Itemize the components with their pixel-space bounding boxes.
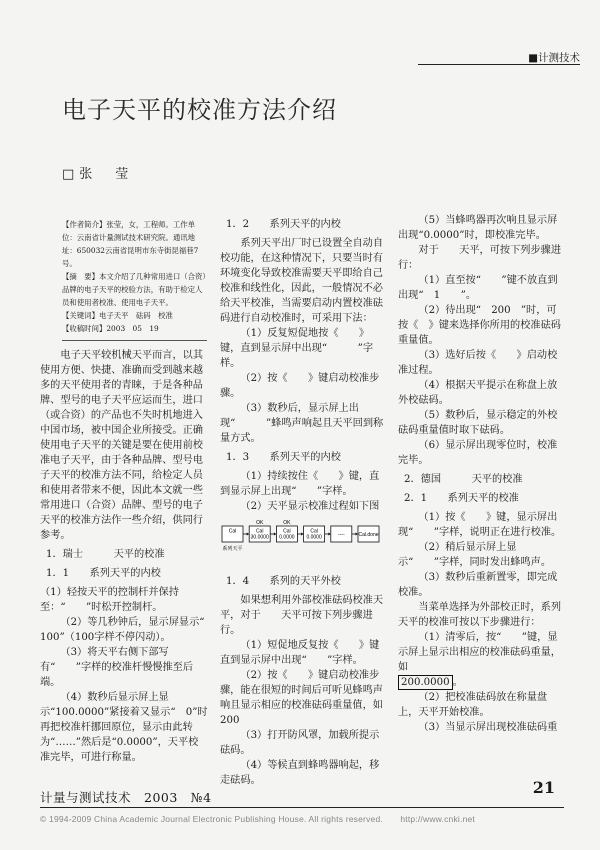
footer-rule: [40, 807, 564, 808]
boxed-suffix: 。: [452, 677, 463, 688]
body-paragraph: （3）将天平右侧下部写有“ ”字样的校准杆慢慢推至后端。: [40, 647, 194, 688]
body-paragraph: （5）数秒后，显示稳定的外校砝码重量值时取下砝码。: [398, 410, 558, 436]
meta-line: 【作者简介】张莹，女，工程师。工作单位：云南省计量测试技术研究院。通讯地址：650032云南省昆明市东寺街昆福巷7号。: [62, 220, 199, 268]
meta-line: 【摘 要】本文介绍了几种常用进口（合资）品牌的电子天平的校验方法，有助于检定人员和使用者校准、使用电子天平。: [62, 272, 207, 307]
diagram-box-label: Cal: [283, 528, 291, 535]
body-paragraph: （5）当蜂鸣器再次响且显示屏出现“0.0000”时，即校准完毕。: [398, 215, 558, 241]
section-heading: 2．德国 天平的校准: [404, 474, 523, 485]
body-paragraph: （2）稍后显示屏上显示“ ”字样，同时发出蜂鸣声。: [398, 542, 552, 568]
section-heading: 1．1 系列天平的内校: [46, 568, 161, 579]
diagram-box-value: 0.0000: [306, 534, 322, 541]
diagram-tag: OK: [256, 520, 264, 526]
section-heading: 1．4 系列的天平外校: [226, 576, 341, 587]
journal-footer: 计量与测试技术 2003 №4: [40, 790, 212, 805]
diagram-box-label: Cal: [310, 528, 318, 535]
body-paragraph: （4）根据天平提示在称盘上放外校砝码。: [398, 380, 558, 406]
meta-divider: [62, 340, 207, 341]
diagram-box-label: Cal: [255, 528, 264, 535]
diagram-box-value: ----: [337, 532, 345, 538]
body-paragraph: （1）反复短促地按《 》键，直到显示屏中出现“ ”字样。: [220, 328, 374, 369]
boxed-value: 200.0000: [398, 675, 453, 690]
column-1: [40, 348, 215, 765]
diagram-under-label: 系列天平: [222, 546, 243, 552]
diagram-tag: OK: [283, 520, 291, 526]
body-paragraph: （3）打开防风罩，加载所提示砝码。: [220, 730, 380, 756]
column-3: [398, 213, 564, 735]
body-paragraph: （2）等几秒钟后，显示屏显示“ 100”（100字样不停闪动）。: [40, 617, 215, 643]
article-meta: [62, 218, 207, 335]
body-paragraph: （3）数秒后，显示屏上出现“ ”蜂鸣声响起且天平回到称量方式。: [220, 403, 384, 444]
diagram-box-value: 0.0000: [279, 534, 295, 541]
body-paragraph: （2）天平显示校准过程如下图: [240, 501, 380, 512]
body-paragraph: （3）选好后按《 》启动校准过程。: [398, 350, 558, 376]
body-paragraph: （3）数秒后重新置零，即完成校准。: [398, 572, 558, 598]
section-heading: 1．3 系列天平的内校: [226, 452, 341, 463]
body-paragraph: （1）直至按“ ”键不放直到出现“ 1 ”。: [398, 275, 558, 301]
body-paragraph: （1）按《 》键，显示屏出现“ ”字样，说明正在进行校准。: [398, 512, 562, 538]
calibration-flow-svg: [220, 518, 388, 568]
body-paragraph: 电子天平较机械天平而言，以其使用方便、快捷、准确而受到越来越多的天平使用者的青睐，于是各种品牌、型号的电子天平应运而生，进口（或合资）的产品也不失时机地进入中国市场，被中国企业所接受。正确使用电子天平的关键是要在使用前校准电子天平，由于各种品牌、型号电子天平的校准方法不同，给检定人员和使用者带来不便，因此本文就一些常用进口（合资）品牌、型号的电子天平的校准方法作一些介绍，供同行参考。: [40, 350, 204, 541]
page-number: 21: [532, 778, 555, 797]
diagram-box-value: Cal.done: [358, 532, 379, 538]
body-paragraph: 如果想利用外部校准砝码校准天平，对于 天平可按下列步骤进行。: [220, 595, 384, 636]
body-paragraph: （6）显示屏出现零位时，校准完毕。: [398, 440, 558, 466]
body-paragraph: （1）清零后，按“ ”键，显示屏上显示出相应的校准砝码重量，如: [398, 632, 561, 673]
header-rule: [418, 64, 580, 65]
body-paragraph: 当菜单选择为外部校正时，系列天平的校准可按以下步骤进行：: [398, 602, 562, 628]
body-paragraph: 系列天平出厂时已设置全自动自校功能，在这种情况下，只要当时有环境变化导致校准需要天平即给自己校准和线性化，因此，一般情况不必给天平校准，当需要启动内置校准砝码进行自动校准时，可采用下法：: [220, 238, 384, 324]
body-paragraph: （1）轻按天平的控制杆并保持至：“ ”时松开控制杆。: [40, 587, 179, 613]
calibration-diagram: [220, 518, 388, 568]
body-paragraph: （2）把校准砝码放在称量盘上，天平开始校准。: [398, 692, 548, 718]
section-tag: ■计测技术: [528, 52, 580, 64]
diagram-box-value: 30.0000: [250, 534, 269, 541]
boxed-value-line: [398, 675, 564, 690]
diagram-box-label: Cal: [228, 528, 237, 535]
body-paragraph: （2）按《 》键启动校准步骤，能在很短的时间后可听见蜂鸣声响且显示相应的校准砝码重量值，如200: [220, 670, 383, 726]
body-paragraph: （2）待出现“ 200 ”时，可按《 》键来选择你所用的校准砝码重量值。: [398, 305, 561, 346]
copyright-line: © 1994-2009 China Academic Journal Electronic Publishing House. All rights reserved. http://www.cnki.net: [40, 814, 475, 824]
section-heading: 1．2 系列天平的内校: [226, 219, 341, 230]
body-paragraph: （1）短促地反复按《 》键直到显示屏中出现“ ”字样。: [220, 640, 380, 666]
body-paragraph: （4）数秒后显示屏上显示“100.0000”紧接着又显示“ 0”时再把校准杆挪回原位，显示由此转为“……”然后是“0.0000”，天平校准完毕，可进行称量。: [40, 692, 208, 763]
meta-line: 【关键词】电子天平 砝码 校准: [62, 311, 173, 320]
section-heading: 1．瑞士 天平的校准: [46, 549, 165, 560]
body-paragraph: （2）按《 》键启动校准步骤。: [220, 373, 380, 399]
meta-line: 【收稿时间】2003 05 19: [62, 324, 159, 333]
body-paragraph: （4）等候直到蜂鸣器响起，移走砝码。: [220, 760, 380, 786]
body-paragraph: （1）持续按住《 》键，直到显示屏上出现“ ”字样。: [220, 471, 380, 497]
body-paragraph: （3）当显示屏出现校准砝码重: [418, 722, 558, 733]
article-author: □张 莹: [62, 167, 134, 182]
section-heading: 2．1 系列天平的校准: [404, 493, 519, 504]
article-title: 电子天平的校准方法介绍: [62, 96, 337, 124]
body-paragraph: 对于 天平，可按下列步骤进行：: [398, 245, 562, 271]
column-2: [220, 213, 388, 788]
